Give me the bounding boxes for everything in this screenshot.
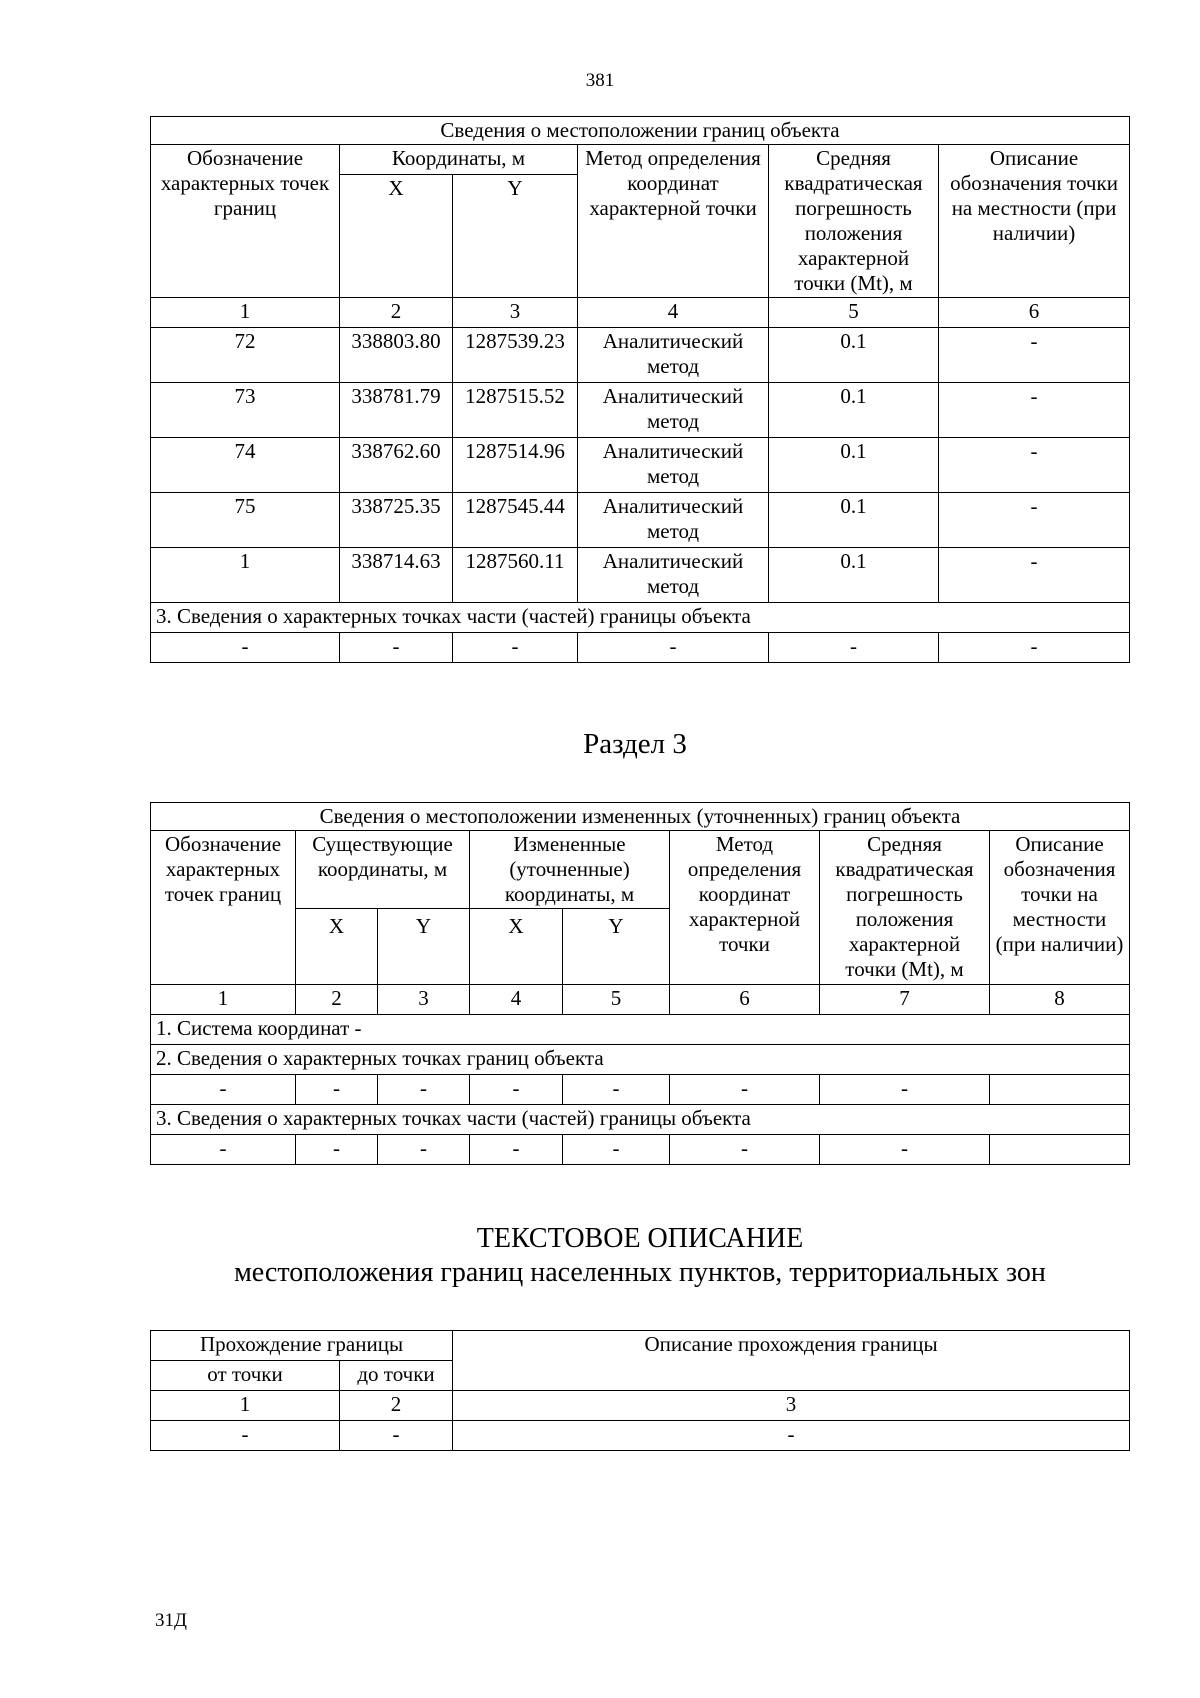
text-description-subtitle: местоположения границ населенных пунктов, территориальных зон [234, 1257, 1046, 1288]
empty-cell: - [453, 1421, 1130, 1451]
header-passage: Прохождение границы [151, 1331, 453, 1361]
empty-cell: - [453, 633, 578, 663]
empty-cell: - [151, 1075, 296, 1105]
header-designation: Обозначение характерных точек границ [151, 831, 296, 985]
text-description-heading [0, 1222, 1200, 1290]
empty-cell: - [378, 1135, 470, 1165]
header-to-point: до точки [340, 1361, 453, 1391]
table-row [151, 548, 1130, 603]
point-id: 75 [151, 493, 340, 548]
empty-cell: - [340, 1421, 453, 1451]
column-number: 1 [151, 298, 340, 328]
table-row [151, 1075, 1130, 1105]
header-y: Y [453, 175, 578, 298]
table-caption: Сведения о местоположении измененных (уточненных) границ объекта [151, 803, 1130, 831]
header-description: Описание обозначения точки на местности (при наличии) [939, 145, 1130, 298]
column-number: 7 [820, 985, 990, 1015]
empty-cell: - [378, 1075, 470, 1105]
empty-cell: - [470, 1135, 563, 1165]
method-cell: Аналитический метод [578, 548, 769, 603]
point-id: 72 [151, 328, 340, 383]
y-coordinate: 1287545.44 [453, 493, 578, 548]
column-number: 3 [378, 985, 470, 1015]
empty-cell: - [151, 1421, 340, 1451]
header-y: Y [378, 909, 470, 985]
column-numbers-row [151, 985, 1130, 1015]
y-coordinate: 1287539.23 [453, 328, 578, 383]
column-number: 4 [470, 985, 563, 1015]
column-number: 5 [769, 298, 939, 328]
header-y: Y [563, 909, 670, 985]
header-rms-error: Средняя квадратическая погрешность положения характерной точки (Mt), м [769, 145, 939, 298]
page-number: 381 [585, 70, 615, 91]
column-number: 3 [453, 298, 578, 328]
header-x: X [340, 175, 453, 298]
y-coordinate: 1287560.11 [453, 548, 578, 603]
empty-cell [990, 1075, 1130, 1105]
column-number: 1 [151, 985, 296, 1015]
method-cell: Аналитический метод [578, 493, 769, 548]
header-method: Метод определения координат характерной точки [670, 831, 820, 985]
footer-code: 31Д [155, 1610, 187, 1631]
empty-cell: - [563, 1075, 670, 1105]
y-coordinate: 1287515.52 [453, 383, 578, 438]
column-number: 3 [453, 1391, 1130, 1421]
header-method: Метод определения координат характерной точки [578, 145, 769, 298]
description-cell: - [939, 328, 1130, 383]
section-title: 3. Сведения о характерных точках части (частей) границы объекта [151, 1105, 1130, 1135]
empty-cell: - [151, 633, 340, 663]
point-id: 73 [151, 383, 340, 438]
header-existing-coordinates: Существующие координаты, м [296, 831, 470, 909]
header-rms-error: Средняя квадратическая погрешность положения характерной точки (Mt), м [820, 831, 990, 985]
column-number: 8 [990, 985, 1130, 1015]
column-number: 2 [340, 1391, 453, 1421]
error-cell: 0.1 [769, 548, 939, 603]
section-title: 2. Сведения о характерных точках границ объекта [151, 1045, 1130, 1075]
x-coordinate: 338803.80 [340, 328, 453, 383]
table-row [151, 1421, 1130, 1451]
column-numbers-row [151, 1391, 1130, 1421]
column-number: 2 [340, 298, 453, 328]
x-coordinate: 338714.63 [340, 548, 453, 603]
empty-cell [990, 1135, 1130, 1165]
column-number: 6 [670, 985, 820, 1015]
method-cell: Аналитический метод [578, 383, 769, 438]
header-passage-description: Описание прохождения границы [453, 1331, 1130, 1391]
table-row [151, 633, 1130, 663]
description-cell: - [939, 383, 1130, 438]
empty-cell: - [939, 633, 1130, 663]
y-coordinate: 1287514.96 [453, 438, 578, 493]
header-from-point: от точки [151, 1361, 340, 1391]
empty-cell: - [563, 1135, 670, 1165]
empty-cell: - [578, 633, 769, 663]
table-row [151, 328, 1130, 383]
table-row [151, 383, 1130, 438]
empty-cell: - [820, 1075, 990, 1105]
column-number: 4 [578, 298, 769, 328]
table-row [151, 493, 1130, 548]
empty-cell: - [769, 633, 939, 663]
empty-cell: - [296, 1075, 378, 1105]
column-number: 6 [939, 298, 1130, 328]
table-row [151, 438, 1130, 493]
x-coordinate: 338762.60 [340, 438, 453, 493]
error-cell: 0.1 [769, 383, 939, 438]
boundary-passage-table [150, 1330, 1130, 1451]
column-number: 2 [296, 985, 378, 1015]
point-id: 74 [151, 438, 340, 493]
coord-system-row: 1. Система координат - [151, 1015, 1130, 1045]
header-designation: Обозначение характерных точек границ [151, 145, 340, 298]
x-coordinate: 338781.79 [340, 383, 453, 438]
section-title: 3. Сведения о характерных точках части (частей) границы объекта [151, 603, 1130, 633]
header-coordinates: Координаты, м [340, 145, 578, 175]
error-cell: 0.1 [769, 438, 939, 493]
method-cell: Аналитический метод [578, 328, 769, 383]
header-x: X [470, 909, 563, 985]
header-x: X [296, 909, 378, 985]
header-description: Описание обозначения точки на местности (при наличии) [990, 831, 1130, 985]
point-id: 1 [151, 548, 340, 603]
text-description-title: ТЕКСТОВОЕ ОПИСАНИЕ [476, 1223, 804, 1254]
method-cell: Аналитический метод [578, 438, 769, 493]
column-number: 1 [151, 1391, 340, 1421]
section-heading: Раздел 3 [583, 728, 687, 760]
boundary-location-table [150, 116, 1130, 663]
x-coordinate: 338725.35 [340, 493, 453, 548]
empty-cell: - [296, 1135, 378, 1165]
empty-cell: - [670, 1135, 820, 1165]
description-cell: - [939, 548, 1130, 603]
column-numbers-row [151, 298, 1130, 328]
empty-cell: - [151, 1135, 296, 1165]
error-cell: 0.1 [769, 493, 939, 548]
table-caption: Сведения о местоположении границ объекта [151, 117, 1130, 145]
header-changed-coordinates: Измененные (уточненные) координаты, м [470, 831, 670, 909]
empty-cell: - [820, 1135, 990, 1165]
column-number: 5 [563, 985, 670, 1015]
description-cell: - [939, 493, 1130, 548]
error-cell: 0.1 [769, 328, 939, 383]
table-row [151, 1135, 1130, 1165]
changed-boundary-table [150, 802, 1130, 1165]
empty-cell: - [670, 1075, 820, 1105]
empty-cell: - [340, 633, 453, 663]
empty-cell: - [470, 1075, 563, 1105]
description-cell: - [939, 438, 1130, 493]
